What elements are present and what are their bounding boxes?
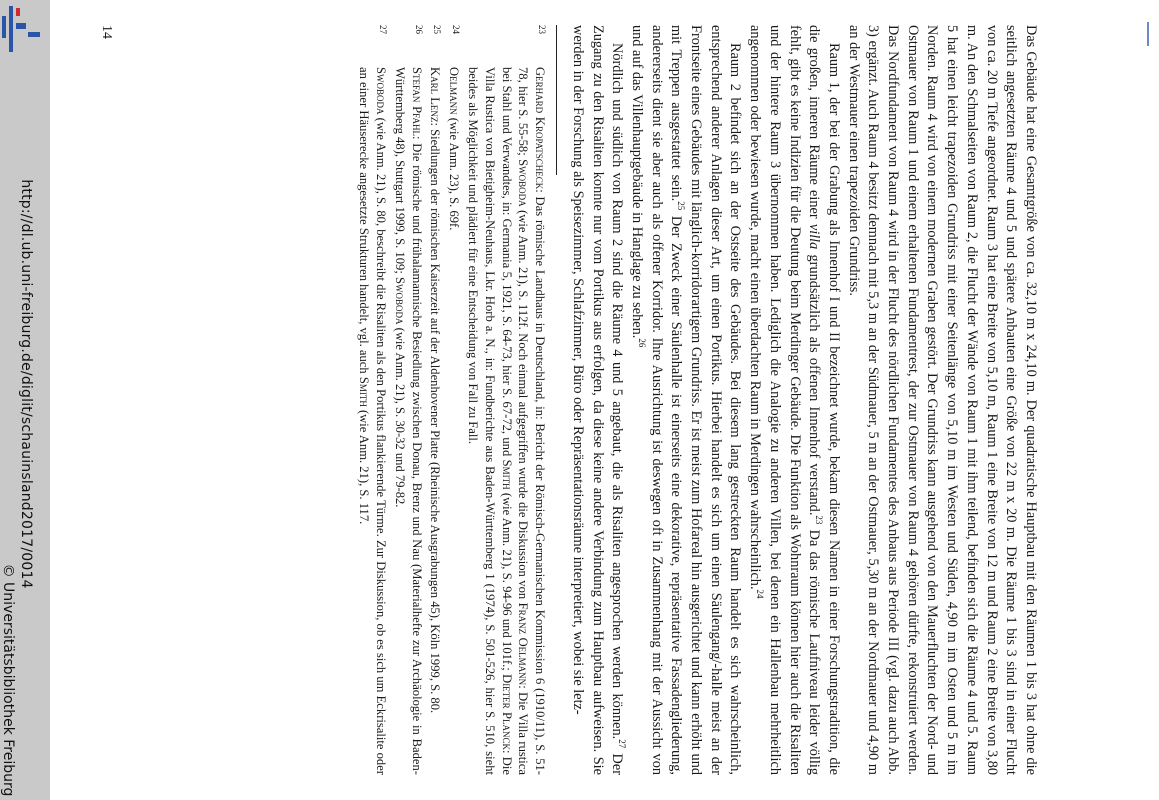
footnote-text: (wie Anm. 23), S. 69f. bbox=[447, 114, 462, 231]
text-run: Raum 2 befindet sich an der Ostseite des Gebäudes. Bei diesem lang gestreckten Raum handelt es sich wahrscheinlich, entsprechend anderer Anlagen dieser Art, um einen Portikus. Hierbei handelt es sich um einen Säulengang/-halle meist an der Frontseite eines Gebäudes mit länglich-korridorartigem Grundriss. Er ist meist zum Hofareal hin ausgerichtet und kann erhöht und mit Treppen ausgestattet sein. bbox=[668, 25, 744, 775]
footnote-text: (wie Anm. 21), S. 30-32 und 79-82. bbox=[392, 324, 407, 508]
footnote-ref[interactable]: 27 bbox=[617, 739, 627, 749]
footnote-text: (wie Anm. 21), S. 117. bbox=[357, 406, 372, 525]
author-name: Oelmann bbox=[447, 67, 462, 115]
paragraph bbox=[567, 25, 626, 775]
italic-term: villa bbox=[806, 223, 823, 250]
footnote-text: (wie Anm. 21), S. 94-96 und 101f.; bbox=[499, 489, 514, 675]
footnote-text: : Die römische und frühalamannische Besiedlung zwischen Donau, Brenz und Nau (Materialhefte zur Archäologie in Baden-Württemberg 48), Stuttgart 1999, S. 109; bbox=[392, 67, 424, 775]
author-name: Smith bbox=[357, 376, 372, 407]
footnote bbox=[445, 25, 462, 775]
text-run: Da das römische Laufniveau leider völlig fehlt, gibt es keine Indizien für die Deutung beim Merdinger Gebäude. Die Funktion als Wohnraum können hier auch die Risaliten und der hintere Raum 3 übernommen haben. Lediglich die Analogie zu anderen Villen, bei denen ein Hallenbau mehrheitlich angenommen oder bewiesen wurde, macht einen überdachten Raum in Merdingen wahrscheinlich. bbox=[747, 25, 823, 775]
footnote-text: : Die Villa Rustica von Bietigheim-Neuhaus, Lkr. Horb a. N., in: Fundberichte aus Baden-Württemberg 1 (1974), S. 501-526, hier S. 510, sieht beides als Möglichkeit und plädiert für eine Entscheidung von Fall zu Fall. bbox=[465, 67, 514, 775]
text-run: Der Zweck einer Säulenhalle ist einerseits eine dekorative, repräsentative Fassadengliederung, andererseits dient sie aber auch als offener Korridor. Ihre Ausrichtung ist deswegen oft in Zusammenhang mit der Aussicht von und auf das Villenhauptgebäude in Hanglage zu sehen. bbox=[628, 25, 685, 775]
text-run: Raum 1, der bei der Grabung als Innenhof I und II bezeichnet wurde, bekam diesen Namen in einer Forschungstradition, die die großen, inneren Räume einer bbox=[806, 25, 842, 775]
footnotes bbox=[355, 25, 548, 775]
footnote-text: : Siedlungen der römischen Kaiserzeit auf der Aldenhovener Platte (Rheinische Ausgrabungen 45), Köln 1999, S. 80. bbox=[428, 122, 443, 714]
footnote bbox=[427, 25, 444, 775]
author-name: Gerhard Kropatscheck bbox=[533, 67, 548, 190]
footnote-ref[interactable]: 25 bbox=[676, 201, 687, 211]
scan-edge-marks bbox=[1147, 22, 1153, 34]
footnote-number: 23 bbox=[537, 25, 548, 34]
footnote-number: 26 bbox=[413, 25, 424, 34]
body-text bbox=[567, 25, 1040, 775]
ub-freiburg-logo-icon[interactable] bbox=[2, 6, 42, 57]
author-name: Swoboda bbox=[373, 67, 388, 115]
page-number: 14 bbox=[99, 25, 114, 39]
footnote-number: 25 bbox=[432, 25, 443, 34]
paragraph bbox=[626, 25, 744, 775]
footnote bbox=[391, 25, 425, 775]
scanned-page bbox=[100, 25, 1040, 775]
viewer-sidebar bbox=[0, 0, 50, 800]
footnote-ref[interactable]: 24 bbox=[754, 589, 765, 599]
source-url[interactable]: http://dl.ub.uni-freiburg.de/diglit/schauinsland2017/0014 bbox=[18, 179, 34, 589]
paragraph: Das Gebäude hat eine Gesamtgröße von ca. 32,10 m x 24,10 m. Der quadratische Hauptbau mit den Räumen 1 bis 3 hat ohne die seitlich angesetzten Räume 4 und 5 und spätere Anbauten eine Größe von 22 m x 20 m. Die Räume 1 bis 3 sind in einer Flucht von ca. 20 m Tiefe angeordnet. Raum 3 hat eine Breite von 5,10 m, Raum 1 eine Breite von 12 m und Raum 2 eine Breite von 3,80 m. An den Schmalseiten von Raum 2, die Flucht der Wände von Raum 1 mit ihm teilend, befinden sich die Räume 4 und 5. Raum 5 hat einen leicht trapezoiden Grundriss mit einer Seitenlänge von 5,10 m im Westen und Süden, 4,90 m im Osten und 5 m im Norden. Raum 4 wird von einem modernen Graben gestört. Der Grundriss kann ausgehend von den Mauerfluchten der Nord- und Ostmauer von Raum 1 und einem erhaltenen Fundamentrest, der zur Ostmauer von Raum 4 gehören dürfte, rekonstruiert werden. Das Nordfundament von Raum 4 wird in der Flucht des nördlichen Fundamentes des Anbaus aus Periode III (vgl. dazu auch Abb. 3) ergänzt. Auch Raum 4 besitzt demnach mit 5,3 m an der Südmauer, 5 m an der Ostmauer, 5,30 m an der Nordmauer und 4,90 m an der Westmauer einen trapezoiden Grundriss. bbox=[845, 25, 1039, 775]
footnote-text: (wie Anm. 21), S. 80, beschreibt die Risaliten als den Portikus flankierende Türme. Zur Diskussion, ob es sich um Eckrisalite oder an einer Häuserecke angesetzte Strukturen handelt, vgl. auch bbox=[357, 67, 388, 775]
author-name: Swoboda bbox=[516, 159, 531, 207]
text-run: grundsätzlich als offenen Innenhof verstand. bbox=[806, 249, 823, 516]
footnote-text: (wie Anm. 21), S. 112f. Noch einmal aufgegriffen wurde die Diskussion von bbox=[516, 206, 531, 603]
footnote-number: 27 bbox=[377, 25, 388, 34]
text-run: Der Zugang zu den Risaliten konnte nur vom Portikus aus erfolgen, da diese keine andere Verbindung zum Hauptbau aufweisen. Sie werden in der Forschung als Speisezimmer, Schlafzimmer, Büro oder Repräsentationsräume interpretiert, wobei sie letz- bbox=[569, 25, 626, 775]
author-name: Smith bbox=[499, 459, 514, 490]
footnote-number: 24 bbox=[451, 25, 462, 34]
copyright-notice: © Universitätsbibliothek Freiburg bbox=[0, 563, 16, 797]
footnote bbox=[464, 25, 548, 775]
footnote-ref[interactable]: 23 bbox=[814, 515, 825, 525]
text-run: Nördlich und südlich von Raum 2 sind die Räume 4 und 5 angebaut, die als Risaliten angesprochen werden können. bbox=[609, 43, 626, 740]
author-name: Franz Oelmann bbox=[516, 602, 531, 686]
footnote-divider bbox=[556, 25, 557, 175]
author-name: Stefan Pfahl bbox=[409, 67, 424, 136]
footnote-text: : Das römische Landhaus in Deutschland, in: Bericht der Römisch-Germanischen Kommission 6 (1910/11), S. 51-78, hier S. 55-58; bbox=[516, 67, 548, 776]
author-name: Swoboda bbox=[392, 277, 407, 325]
author-name: Karl Lenz bbox=[428, 67, 443, 123]
author-name: Dieter Planck bbox=[499, 674, 514, 750]
footnote-ref[interactable]: 26 bbox=[636, 338, 647, 348]
paragraph bbox=[744, 25, 843, 775]
footnote bbox=[355, 25, 389, 775]
footnote-text: : Die Villa rustica bei Stahl und Verwandtes, in: Germania 5, 1921, S. 64-73, hier S. 67-72, und bbox=[499, 67, 531, 775]
